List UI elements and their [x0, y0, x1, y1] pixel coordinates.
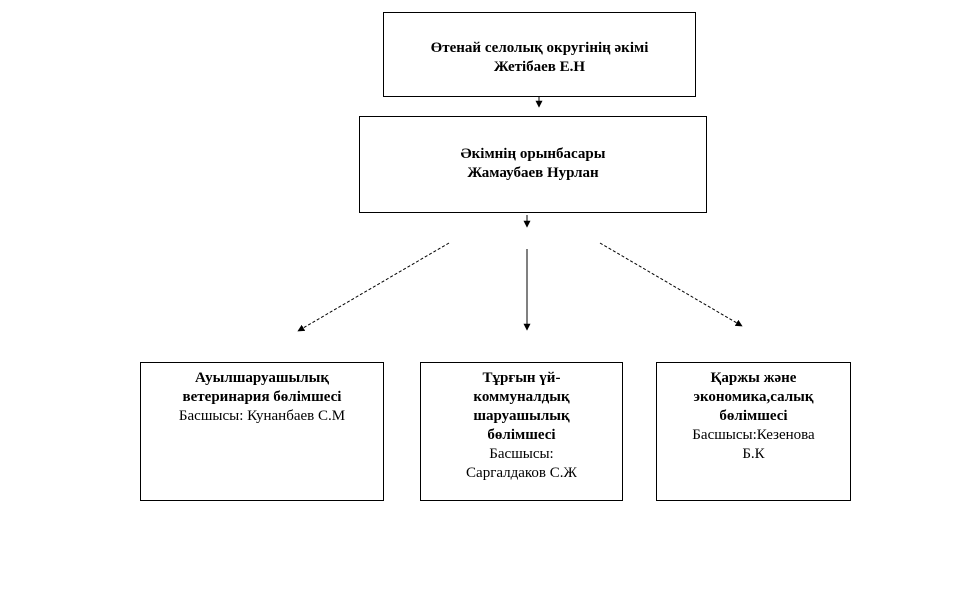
arrow-to-finance: [600, 243, 742, 326]
node-finance-department: [656, 362, 851, 501]
node-agri-head-line1: Басшысы: Кунанбаев С.М: [178, 408, 346, 424]
node-finance-title-line1: Қаржы және: [710, 370, 797, 386]
node-deputy: [359, 116, 707, 213]
arrow-to-agri: [298, 243, 449, 331]
node-deputy-title: Әкімнің орынбасары: [460, 146, 606, 162]
node-housing-title-line2: коммуналдық: [473, 389, 570, 405]
node-housing-title-line4: бөлімшесі: [487, 427, 556, 443]
node-finance-title-line3: бөлімшесі: [719, 408, 788, 424]
node-housing-department: [420, 362, 623, 501]
node-agri-title-line2: ветеринария бөлімшесі: [182, 389, 342, 405]
node-akim-name: Жетібаев Е.Н: [493, 59, 586, 75]
node-housing-title-line1: Тұрғын үй-: [482, 370, 561, 386]
node-deputy-name: Жамаубаев Нурлан: [467, 165, 599, 181]
node-agri-title-line1: Ауылшаруашылық: [195, 370, 329, 386]
node-finance-title-line2: экономика,салық: [693, 389, 814, 405]
node-agri-vet-department: [140, 362, 384, 501]
node-housing-head-line1: Басшысы:: [489, 446, 554, 462]
node-finance-head-line2: Б.К: [742, 446, 765, 462]
node-akim-title: Өтенай селолық округінің әкімі: [430, 40, 649, 56]
node-housing-head-line2: Саргалдаков С.Ж: [466, 465, 577, 481]
node-finance-head-line1: Басшысы:Кезенова: [692, 427, 815, 443]
node-housing-title-line3: шаруашылық: [473, 408, 570, 424]
node-akim: [383, 12, 696, 97]
